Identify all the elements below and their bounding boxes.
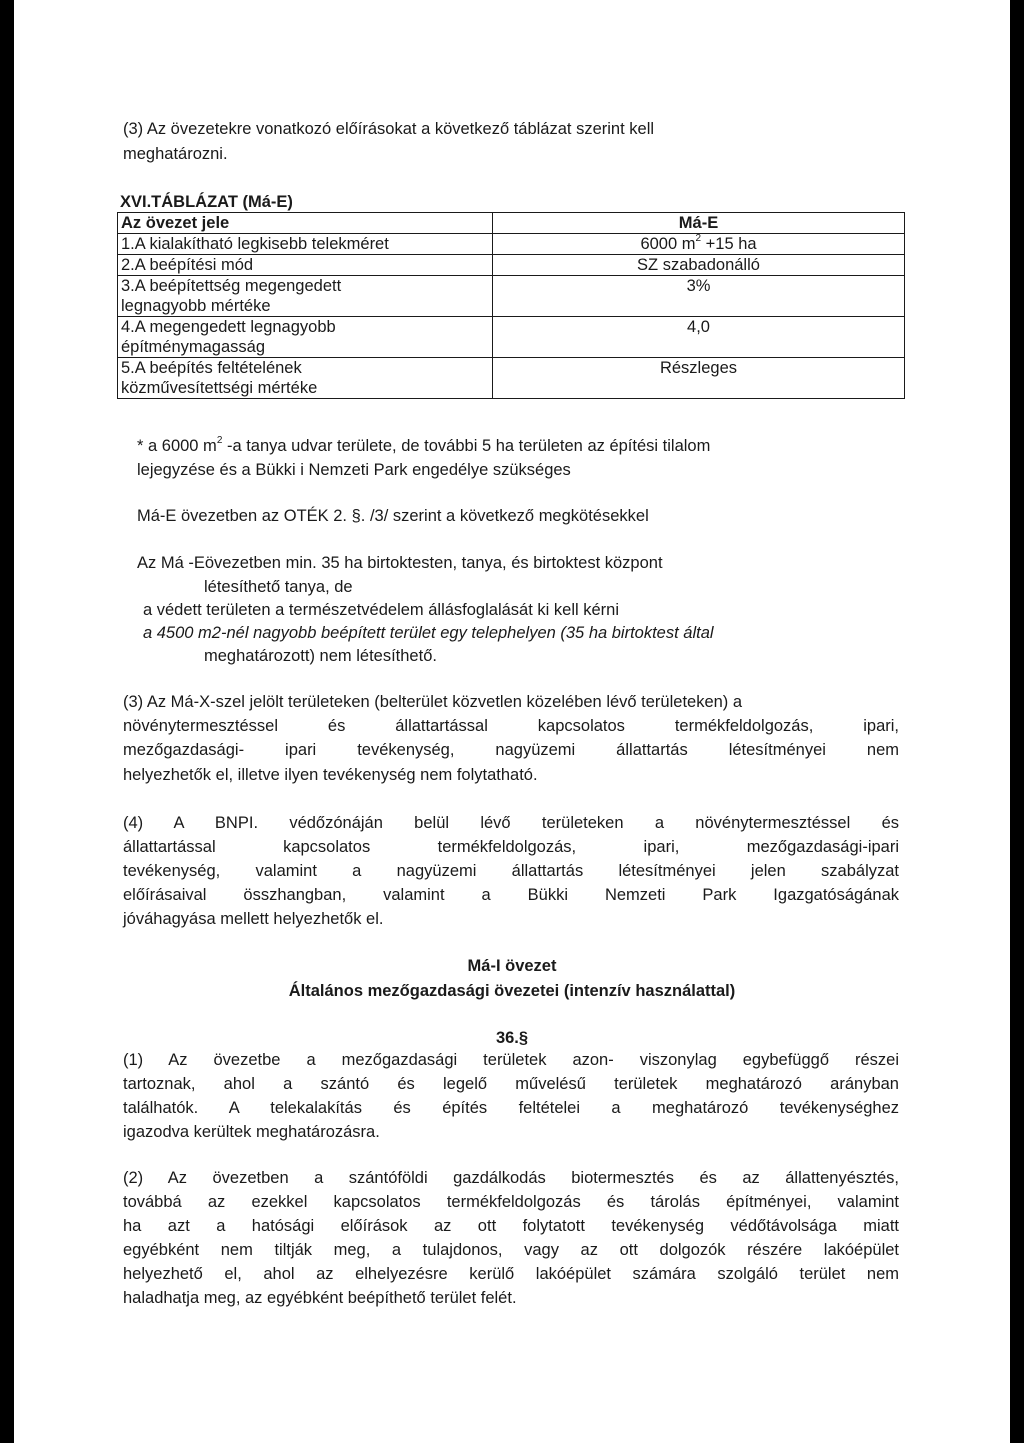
ma-e-line-1: Má-E övezetben az OTÉK 2. §. /3/ szerint a következő megkötésekkel bbox=[137, 507, 649, 525]
row-value: SZ szabadonálló bbox=[493, 255, 905, 276]
table-header-row bbox=[118, 213, 905, 234]
table-title: XVI.TÁBLÁZAT (Má-E) bbox=[120, 193, 293, 211]
intro-line-2: meghatározni. bbox=[123, 145, 228, 163]
para36-1-line-2: tartoznak, ahol a szántó és legelő művelésű területek meghatározó arányban bbox=[123, 1075, 899, 1093]
para36-2-line-1: (2) Az övezetben a szántóföldi gazdálkodás biotermesztés és az állattenyésztés, bbox=[123, 1169, 899, 1187]
row-label: 5.A beépítés feltételének közművesítettségi mértéke bbox=[118, 358, 493, 399]
header-label: Az övezet jele bbox=[118, 213, 493, 234]
row-label: 4.A megengedett legnagyobb építménymagasság bbox=[118, 317, 493, 358]
table-row bbox=[118, 234, 905, 255]
para3-line-1: (3) Az Má-X-szel jelölt területeken (belterület közvetlen közelében lévő területeken) a bbox=[123, 693, 743, 711]
intro-line-1: (3) Az övezetekre vonatkozó előírásokat a következő táblázat szerint kell bbox=[123, 120, 655, 138]
para4-line-1: (4) A BNPI. védőzónáján belül lévő területeken a növénytermesztéssel és bbox=[123, 814, 899, 832]
document-page bbox=[14, 0, 1010, 1443]
para4-line-2: állattartással kapcsolatos termékfeldolgozás, ipari, mezőgazdasági-ipari bbox=[123, 838, 899, 856]
para3-line-3: mezőgazdasági- ipari tevékenység, nagyüzemi állattartás létesítményei nem bbox=[123, 741, 899, 759]
para36-1-line-4: igazodva kerültek meghatározásra. bbox=[123, 1123, 380, 1141]
para36-2-line-2: továbbá az ezekkel kapcsolatos termékfeldolgozás és tárolás építményei, valamint bbox=[123, 1193, 899, 1211]
table-row bbox=[118, 358, 905, 399]
table-row bbox=[118, 255, 905, 276]
para36-2-line-6: haladhatja meg, az egyébként beépíthető terület felét. bbox=[123, 1289, 517, 1307]
para3-line-2: növénytermesztéssel és állattartással kapcsolatos termékfeldolgozás, ipari, bbox=[123, 717, 899, 735]
ma-e-line-6: meghatározott) nem létesíthető. bbox=[204, 647, 437, 665]
para4-line-4: előírásaival összhangban, valamint a Bükki Nemzeti Park Igazgatóságának bbox=[123, 886, 899, 904]
row-value: 4,0 bbox=[493, 317, 905, 358]
zone-rules-table bbox=[117, 212, 905, 399]
para36-1-line-3: találhatók. A telekalakítás és építés feltételei a meghatározó tevékenységhez bbox=[123, 1099, 899, 1117]
para4-line-3: tevékenység, valamint a nagyüzemi állattartás létesítményei jelen szabályzat bbox=[123, 862, 899, 880]
row-value: Részleges bbox=[493, 358, 905, 399]
table-row bbox=[118, 276, 905, 317]
para36-2-line-5: helyezhető el, ahol az elhelyezésre kerülő lakóépület számára szolgáló terület nem bbox=[123, 1265, 899, 1283]
ma-e-line-4: a védett területen a természetvédelem állásfoglalását ki kell kérni bbox=[143, 601, 619, 619]
ma-e-line-2: Az Má -Eövezetben min. 35 ha birtoktesten, tanya, és birtoktest központ bbox=[137, 554, 663, 572]
section-heading-zone: Má-I övezet bbox=[467, 957, 557, 975]
ma-e-line-3: létesíthető tanya, de bbox=[204, 578, 353, 596]
footnote-line-1: * a 6000 $m^2$ -a tanya udvar területe, de további 5 ha területen az építési tilalom bbox=[137, 434, 711, 455]
ma-e-line-5: a 4500 m2-nél nagyobb beépített terület egy telephelyen (35 ha birtoktest által bbox=[143, 624, 714, 642]
para36-2-line-3: ha azt a hatósági előírások az ott folytatott tevékenység védőtávolsága miatt bbox=[123, 1217, 899, 1235]
row-value: 3% bbox=[493, 276, 905, 317]
para3-line-4: helyezhetők el, illetve ilyen tevékenység nem folytatható. bbox=[123, 766, 538, 784]
row-label: 3.A beépítettség megengedett legnagyobb mértéke bbox=[118, 276, 493, 317]
section-heading-title: Általános mezőgazdasági övezetei (intenzív használattal) bbox=[288, 982, 736, 1000]
para4-line-5: jóváhagyása mellett helyezhetők el. bbox=[123, 910, 384, 928]
section-number: 36.§ bbox=[495, 1029, 529, 1047]
row-label: 1.A kialakítható legkisebb telekméret bbox=[118, 234, 493, 255]
para36-1-line-1: (1) Az övezetbe a mezőgazdasági területek azon- viszonylag egybefüggő részei bbox=[123, 1051, 899, 1069]
row-label: 2.A beépítési mód bbox=[118, 255, 493, 276]
table-row bbox=[118, 317, 905, 358]
footnote-line-2: lejegyzése és a Bükki i Nemzeti Park engedélye szükséges bbox=[137, 461, 571, 479]
row-value: 6000 $m^2 +15$ ha bbox=[493, 234, 905, 255]
para36-2-line-4: egyébként nem tiltják meg, a tulajdonos, vagy az ott dolgozók részére lakóépület bbox=[123, 1241, 899, 1259]
header-value: Má-E bbox=[493, 213, 905, 234]
